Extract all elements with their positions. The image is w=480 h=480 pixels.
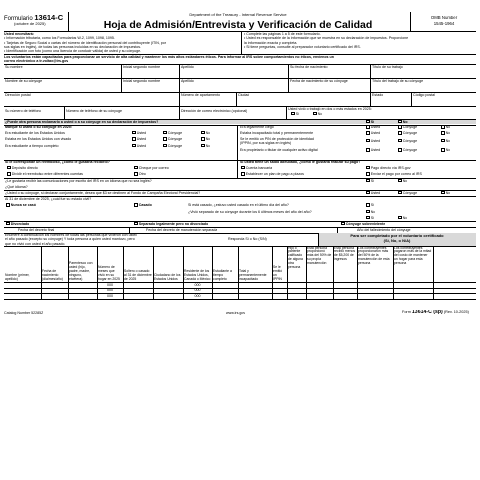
dependents-column-header: Número de meses que vivió en su hogar en 2025 — [98, 264, 120, 281]
field-spouse-name[interactable]: Nombre de su cónyuge — [5, 78, 43, 83]
dependents-column-header: Fecha de nacimiento (día/mes/año) — [42, 268, 63, 281]
checkbox-icon — [366, 172, 370, 176]
instruction-item: • Complete las páginas 1 a 5 de este formulario. — [244, 32, 321, 36]
claimed-yes[interactable]: Sí — [366, 120, 374, 124]
dependents-column-header: Esta persona proporcionó más del 50% de su propia manutención — [307, 246, 332, 266]
dependents-column-header: Estudiante a tiempo completo — [213, 268, 232, 281]
preparer-subheading: (Sí, No, o N/A) — [383, 238, 411, 243]
checkbox-icon — [313, 112, 317, 116]
checkbox-icon — [134, 203, 138, 207]
checkbox-icon — [132, 131, 136, 135]
marital-heading: Al 31 de diciembre de 2025, ¿cuál fue su estado civil? — [5, 197, 92, 201]
dependents-column-header: Total y permanentemente incapacitado — [239, 268, 267, 281]
status-fulltime-student: Era estudiante a tiempo completo — [5, 143, 59, 148]
needs-item: sus siglas en inglés), de todas las personas incluidas en su declaración de impuestos. — [4, 44, 142, 49]
checkbox-icon — [241, 166, 245, 170]
campaign-usted[interactable]: Usted — [366, 191, 380, 195]
status-visa: Estaba en los Estados Unidos con visado — [5, 137, 72, 141]
months-cell[interactable]: 000 — [107, 293, 113, 298]
checkbox-icon — [441, 139, 445, 143]
claimed-no[interactable]: No — [398, 120, 408, 124]
checkbox-icon — [291, 112, 295, 116]
checkbox-icon — [366, 131, 370, 135]
lived-apart-question: ¿Vivió separado de su cónyuge durante los 6 últimos meses del año del año? — [188, 209, 312, 214]
months-cell[interactable]: 000 — [194, 282, 201, 287]
refund-split[interactable]: Dividir el reembolso entre diferentes cuentas — [7, 172, 83, 176]
checkbox-icon — [134, 172, 138, 176]
months-cell[interactable]: 000 — [194, 293, 201, 298]
status-checkbox[interactable]: Usted — [132, 137, 146, 141]
dependents-column-header: Los contribuyentes pagaron más de la mitad del costo de mantener un hogar para esta persona — [394, 246, 432, 266]
dependents-column-header: Soltero o casado al 31 de diciembre de 2025 — [124, 268, 152, 281]
checkbox-icon — [201, 137, 205, 141]
field-spouse-middle-initial[interactable]: Inicial segundo nombre — [123, 78, 161, 83]
field-apartment[interactable]: Número de apartamento — [181, 92, 220, 97]
checkbox-icon — [398, 139, 402, 143]
status-checkbox[interactable]: No — [441, 131, 450, 135]
refund-heading: Si le corresponde un reembolso, ¿cómo le gustaría recibirlo? — [5, 160, 110, 164]
field-spouse-birthdate[interactable]: Fecha de nacimiento de su cónyuge — [290, 78, 348, 83]
marital-divorced[interactable]: Divorciado — [6, 222, 29, 226]
checkbox-icon — [201, 144, 205, 148]
lived-apart-yes[interactable]: Sí — [366, 216, 374, 220]
payment-bank[interactable]: Cuenta bancaria — [241, 166, 272, 170]
dependents-column-header: Esta persona recibió menos de $5,200 de ingresos — [334, 246, 356, 262]
checkbox-icon — [163, 131, 167, 135]
form-footer: Form 13614-C (sp) (Rev. 10-2025) — [402, 309, 469, 314]
status-checkbox[interactable]: Cónyuge — [398, 125, 417, 129]
status-disabled: Estaba incapacitado total y permanentemente — [240, 131, 314, 135]
dependents-column-header: Nombre (primer, apellido) — [5, 272, 30, 281]
payment-direct-pay[interactable]: Pago directo vía IRS.gov — [366, 166, 411, 170]
page-title: Hoja de Admisión/Entrevista y Verificación de Calidad — [103, 18, 373, 31]
field-zip[interactable]: Código postal — [413, 92, 435, 97]
status-checkbox[interactable]: No — [201, 131, 210, 135]
status-checkbox[interactable]: Usted — [132, 131, 146, 135]
checkbox-icon — [341, 222, 345, 226]
status-checkbox[interactable]: Usted — [366, 125, 380, 129]
marital-separated[interactable]: Separado legalmente pero no divorciado — [134, 222, 208, 226]
ethics-email-link[interactable]: tr.voltax@irs.gov — [39, 58, 69, 63]
status-us-student: Era estudiante de los Estados Unidos — [5, 130, 65, 135]
payment-installment[interactable]: Establecer un plan de pago a plazos — [241, 172, 304, 176]
checkbox-icon — [134, 166, 138, 170]
status-checkbox[interactable]: Usted — [132, 144, 146, 148]
checkbox-icon — [366, 191, 370, 195]
field-spouse-last-name[interactable]: Apellido — [181, 78, 194, 83]
refund-direct-deposit[interactable]: Depósito directo — [7, 166, 38, 170]
checkbox-icon — [366, 139, 370, 143]
status-ippin-sub: (IPPIN, por sus siglas en inglés) — [240, 141, 292, 146]
checkbox-icon — [241, 172, 245, 176]
status-checkbox[interactable]: No — [201, 144, 210, 148]
status-digital-assets: Era propietario o titular de cualquier activo digital — [240, 148, 318, 152]
language-no[interactable]: No — [398, 179, 407, 183]
campaign-no[interactable]: No — [441, 191, 450, 195]
status-checkbox[interactable]: Cónyuge — [163, 137, 182, 141]
checkbox-icon — [366, 203, 370, 207]
checkbox-icon — [398, 131, 402, 135]
status-heading: Marque si usted o su cónyuge en 2025: — [5, 125, 72, 129]
checkbox-icon — [398, 148, 402, 152]
lived-apart-no[interactable]: No — [398, 216, 407, 220]
claimed-question: ¿Puede otra persona reclamarlo a usted o a su cónyuge en su declaración de impuestos? — [5, 119, 159, 124]
field-your-name[interactable]: Su nombre — [5, 64, 23, 69]
checkbox-icon — [441, 131, 445, 135]
checkbox-icon — [366, 125, 370, 129]
marital-married[interactable]: Casado — [134, 203, 152, 207]
status-ippin: Se le emitió un PIN de protección de identidad — [240, 137, 314, 141]
checkbox-icon — [398, 125, 402, 129]
married-last-day-no[interactable]: No — [366, 210, 375, 214]
status-checkbox[interactable]: Cónyuge — [163, 144, 182, 148]
dependents-column-header: Hijo o pariente calificado de alguna otra persona — [288, 246, 303, 270]
checkbox-icon — [398, 179, 402, 183]
preparer-heading: Para ser completado por el voluntario certificado — [350, 233, 444, 238]
form-label: Formulario 13614-C — [4, 14, 64, 22]
status-checkbox[interactable]: Cónyuge — [398, 139, 417, 143]
refund-other[interactable]: Otro — [134, 172, 146, 176]
field-email[interactable]: Dirección de correo electrónico (opcional) — [181, 108, 248, 113]
campaign-conyuge[interactable]: Cónyuge — [398, 191, 417, 195]
checkbox-icon — [366, 216, 370, 220]
checkbox-icon — [132, 137, 136, 141]
checkbox-icon — [366, 120, 370, 124]
months-cell[interactable]: 000 — [107, 288, 113, 293]
checkbox-icon — [441, 191, 445, 195]
catalog-number: Catalog Number 52285Z — [4, 310, 44, 315]
department-line: Department of the Treasury - Internal Revenue Service — [189, 13, 287, 17]
married-last-day-yes[interactable]: Sí — [366, 203, 374, 207]
field-city[interactable]: Ciudad — [238, 92, 250, 97]
field-spouse-job-title[interactable]: Título del trabajo de su cónyuge — [372, 78, 424, 83]
ethics-notice: Los voluntarios están capacitados para proporcionar un servicio de alta calidad y mantener los más altos estándares éticos. Para informar al IRS sobre comportamientos no éticos, envíenos un — [4, 54, 334, 59]
dependents-intro: Enumere a continuación los nombres de todas las personas que vivieron con usted — [5, 233, 138, 237]
field-your-birthdate[interactable]: Su fecha de nacimiento — [290, 64, 328, 69]
checkbox-icon — [201, 131, 205, 135]
dependents-intro: que no vivió con usted el año pasado. — [5, 241, 66, 246]
instruction-item: • Usted es responsable de la información que se muestra en su declaración de impuestos. Proporcione — [244, 36, 409, 41]
status-checkbox[interactable]: Cónyuge — [163, 131, 182, 135]
checkbox-icon — [366, 179, 370, 183]
status-checkbox[interactable]: Usted — [366, 148, 380, 152]
ethics-notice-line2: correo electrónico a tr.voltax@irs.gov — [4, 58, 69, 63]
language-question: ¿Le gustaría recibir las comunicaciones por escrito del IRS en un idioma que no sea inglés? — [5, 178, 152, 183]
checkbox-icon — [6, 203, 10, 207]
field-state[interactable]: Estado — [372, 92, 384, 97]
checkbox-icon — [441, 125, 445, 129]
checkbox-icon — [163, 144, 167, 148]
months-cell[interactable]: 000 — [194, 288, 201, 293]
field-your-middle-initial[interactable]: Inicial segundo nombre — [123, 64, 161, 69]
checkbox-icon — [7, 166, 11, 170]
form-date: (octubre de 2025) — [14, 22, 46, 26]
status-checkbox[interactable]: Cónyuge — [398, 131, 417, 135]
refund-check[interactable]: Cheque por correo — [134, 166, 169, 170]
months-cell[interactable]: 000 — [107, 282, 113, 287]
multi-state-yes[interactable]: Sí — [291, 112, 299, 116]
multi-state-question: Usted vivió o trabajó en dos o más estados en 2025: — [288, 106, 372, 111]
payment-mail[interactable]: Enviar el pago por correo al IRS — [366, 172, 422, 176]
instruction-item: la información exacta y completa. — [244, 40, 298, 45]
checkbox-icon — [7, 172, 11, 176]
checkbox-icon — [398, 120, 402, 124]
checkbox-icon — [134, 222, 138, 226]
answer-hint: Responda Sí o No (S/N) — [228, 237, 267, 241]
dependents-column-header: Los contribuyentes proporcionaron más del 50% de la manutención de esta persona — [358, 246, 390, 266]
married-last-day-question: Si está casado, ¿estuvo usted casado en el último día del año? — [188, 203, 289, 207]
omb-number: 1545-1964 — [433, 21, 455, 26]
field-your-phone[interactable]: Su número de teléfono — [5, 108, 42, 113]
dependents-column-header: Parentesco con usted (hijo, padre, madre, ninguno, etcétera) — [69, 260, 93, 281]
field-your-job-title[interactable]: Título de su trabajo — [372, 64, 403, 69]
needs-item: • Información tributaria, como los Formularios W-2, 1099, 1098, 1095. — [4, 36, 115, 41]
marital-never[interactable]: Nunca se casó — [6, 203, 36, 207]
status-checkbox[interactable]: Cónyuge — [398, 148, 417, 152]
checkbox-icon — [6, 222, 10, 226]
dependents-column-header: Ciudadano de los Estados Unidos — [154, 272, 181, 281]
checkbox-icon — [366, 148, 370, 152]
checkbox-icon — [366, 166, 370, 170]
widowed-year-field[interactable]: Año del fallecimiento del cónyuge — [357, 227, 411, 232]
checkbox-icon — [398, 216, 402, 220]
divorce-date-field[interactable]: Fecha del decreto final — [18, 227, 55, 232]
separation-date-field[interactable]: Fecha del decreto de manutención separada — [146, 227, 218, 232]
status-checkbox[interactable]: Usted — [366, 131, 380, 135]
field-mailing-address[interactable]: Dirección postal — [5, 92, 31, 97]
status-checkbox[interactable]: No — [441, 148, 450, 152]
multi-state-no[interactable]: No — [313, 112, 322, 116]
checkbox-icon — [163, 137, 167, 141]
payment-heading: Si usted tiene un saldo adeudado, ¿cómo le gustaría realizar su pago? — [240, 160, 361, 164]
status-checkbox[interactable]: No — [201, 137, 210, 141]
checkbox-icon — [132, 144, 136, 148]
campaign-question: ¿Usted o su cónyuge, si declaran conjuntamente, desea que $3 se destinen al Fondo de Campaña Electoral Presidencial? — [5, 190, 201, 195]
dependents-column-header: Residente de los Estados Unidos, Canadá o México — [184, 268, 211, 281]
irs-url[interactable]: www.irs.gov — [226, 310, 246, 315]
field-your-last-name[interactable]: Apellido — [181, 64, 194, 69]
status-blind: Era legalmente ciego — [240, 125, 274, 129]
checkbox-icon — [441, 148, 445, 152]
status-checkbox[interactable]: Usted — [366, 139, 380, 143]
language-yes[interactable]: Sí — [366, 179, 374, 183]
field-spouse-phone[interactable]: Número de teléfono de su cónyuge — [66, 108, 122, 113]
status-checkbox[interactable]: No — [441, 139, 450, 143]
dependents-column-header: Se le emitió un IPPIN — [273, 264, 283, 281]
omb-label: OMB Number — [430, 16, 458, 20]
status-checkbox[interactable]: No — [441, 125, 450, 129]
needs-item: • Tarjetas de Seguro Social o cartas del número de identificación personal del contribuyente (ITIN, por — [4, 40, 167, 45]
checkbox-icon — [366, 210, 370, 214]
dependents-intro: el año pasado (excepto su cónyuge) Y toda persona a quien usted mantuvo, pero — [5, 237, 135, 242]
language-which[interactable]: ¿Qué idioma? — [5, 184, 28, 189]
needs-heading: Usted necesitará: — [4, 32, 34, 36]
instruction-item: • Si tiene preguntas, consulte al preparador voluntario certificado del IRS. — [244, 44, 361, 49]
needs-item: • Identificación con foto (como una licencia de conducir válida) de usted y su cónyuge. — [4, 49, 142, 54]
checkbox-icon — [398, 191, 402, 195]
marital-widowed[interactable]: Cónyuge sobreviviente — [341, 222, 385, 226]
